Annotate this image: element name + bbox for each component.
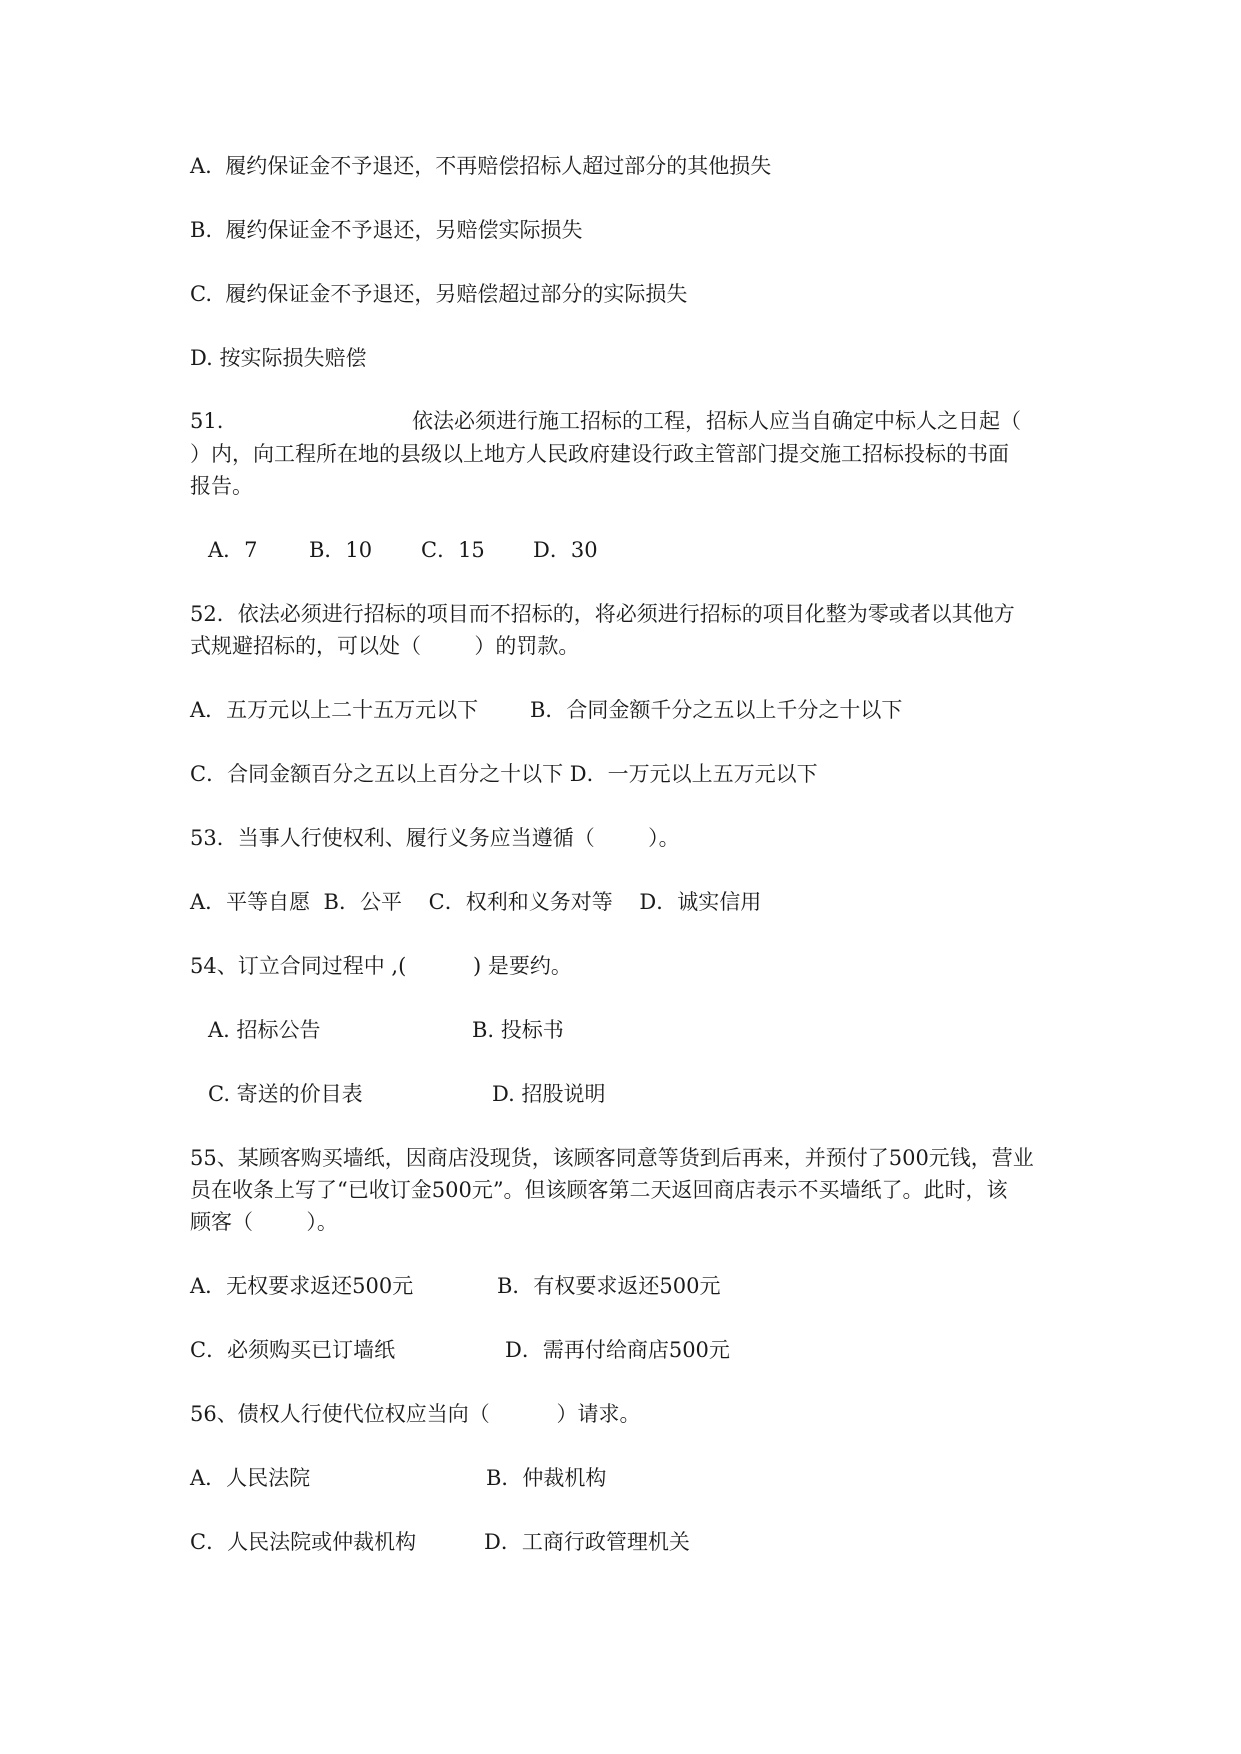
q51-stem-line2: ）内，向工程所在地的县级以上地方人民政府建设行政主管部门提交施工招标投标的书面 xyxy=(190,442,1009,466)
q55-option-d: D．需再付给商店500元 xyxy=(505,1338,730,1362)
q52-stem-line2: 式规避招标的，可以处（ ）的罚款。 xyxy=(190,634,580,658)
q52-stem-line1: 52．依法必须进行招标的项目而不招标的，将必须进行招标的项目化整为零或者以其他方 xyxy=(190,602,1015,626)
q56-stem: 56、债权人行使代位权应当向（ ）请求。 xyxy=(190,1402,641,1426)
q50-option-a: A. 履约保证金不予退还，不再赔偿招标人超过部分的其他损失 xyxy=(190,154,772,178)
q56-option-b: B．仲裁机构 xyxy=(486,1466,607,1490)
q50-option-b: B. 履约保证金不予退还，另赔偿实际损失 xyxy=(190,218,583,242)
q50-option-c: C. 履约保证金不予退还，另赔偿超过部分的实际损失 xyxy=(190,282,688,306)
q55-stem-line1: 55、某顾客购买墙纸，因商店没现货，该顾客同意等货到后再来，并预付了500元钱，营业 xyxy=(190,1146,1034,1170)
q50-option-d: D. 按实际损失赔偿 xyxy=(190,346,367,370)
q55-stem-line2: 员在收条上写了“已收订金500元”。但该顾客第二天返回商店表示不买墙纸了。此时，该 xyxy=(190,1178,1008,1202)
q56-option-c: C．人民法院或仲裁机构 xyxy=(190,1530,417,1554)
q51-stem-line1: 依法必须进行施工招标的工程，招标人应当自确定中标人之日起（ xyxy=(412,409,1021,433)
q52-option-a: A．五万元以上二十五万元以下 xyxy=(190,698,479,722)
q53-stem: 53．当事人行使权利、履行义务应当遵循（ ）。 xyxy=(190,826,680,850)
q55-option-a: A．无权要求返还500元 xyxy=(190,1274,414,1298)
q52-option-c-d: C．合同金额百分之五以上百分之十以下 D．一万元以上五万元以下 xyxy=(190,762,818,786)
q55-option-c: C．必须购买已订墙纸 xyxy=(190,1338,396,1362)
q51-option-a: A．7 xyxy=(208,538,258,562)
q54-option-d: D. 招股说明 xyxy=(492,1082,606,1106)
q51-option-b: B．10 xyxy=(309,538,373,562)
q51-option-c: C．15 xyxy=(421,538,485,562)
q56-option-a: A．人民法院 xyxy=(190,1466,311,1490)
q54-stem: 54、订立合同过程中 ,( ) 是要约。 xyxy=(190,954,572,978)
q51-option-d: D．30 xyxy=(533,538,598,562)
q54-option-c: C. 寄送的价目表 xyxy=(208,1082,363,1106)
q55-option-b: B．有权要求返还500元 xyxy=(497,1274,721,1298)
q54-option-a: A. 招标公告 xyxy=(208,1018,321,1042)
q52-option-b: B．合同金额千分之五以上千分之十以下 xyxy=(530,698,903,722)
q55-stem-line3: 顾客（ ）。 xyxy=(190,1210,338,1234)
q53-options: A．平等自愿 B．公平 C．权利和义务对等 D．诚实信用 xyxy=(190,890,762,914)
q51-number: 51. xyxy=(190,409,224,433)
q56-option-d: D．工商行政管理机关 xyxy=(484,1530,690,1554)
q54-option-b: B. 投标书 xyxy=(472,1018,564,1042)
q51-stem-line3: 报告。 xyxy=(190,474,253,498)
